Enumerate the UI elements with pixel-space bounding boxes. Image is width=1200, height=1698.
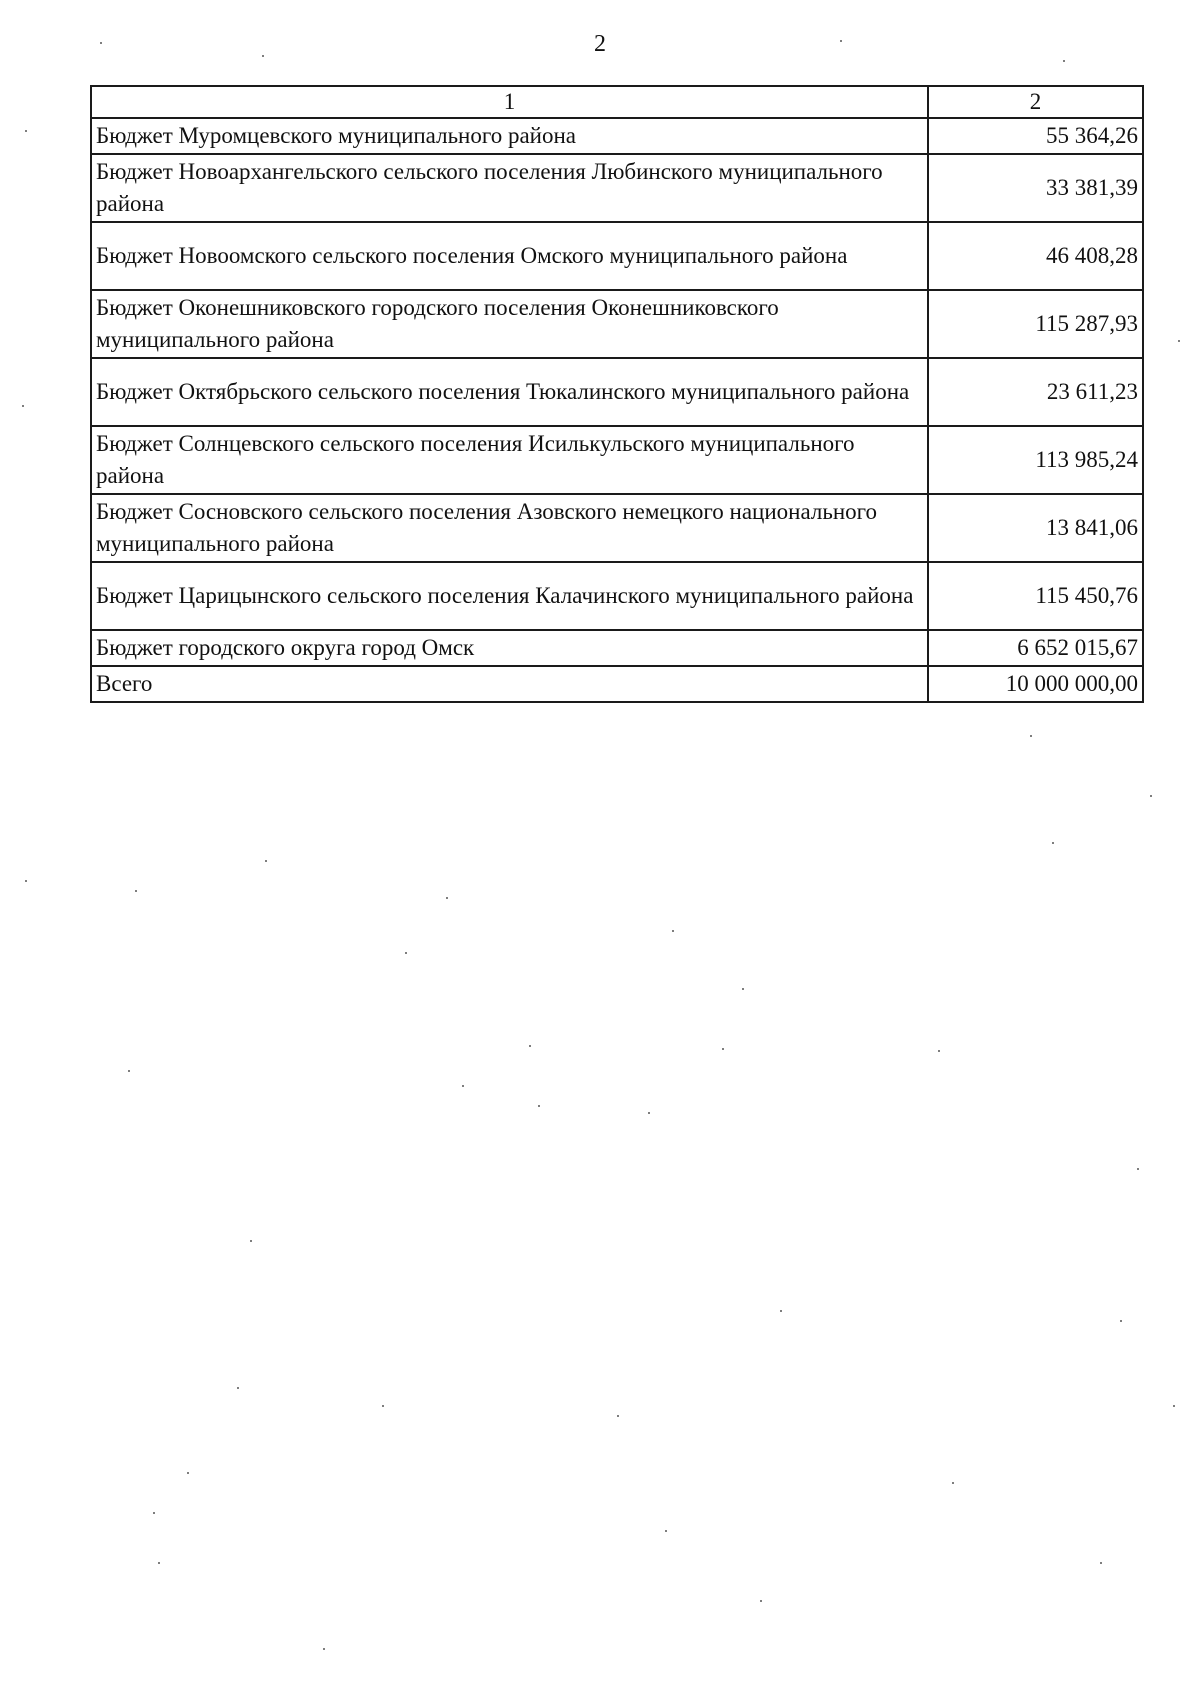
budget-name-cell: Бюджет городского округа город Омск bbox=[91, 630, 928, 666]
amount-cell: 6 652 015,67 bbox=[928, 630, 1143, 666]
header-column-2: 2 bbox=[928, 86, 1143, 118]
budget-name-cell: Бюджет Оконешниковского городского поселения Оконешниковского муниципального района bbox=[91, 290, 928, 358]
scan-speck bbox=[250, 1240, 252, 1242]
amount-cell: 13 841,06 bbox=[928, 494, 1143, 562]
table-row bbox=[91, 426, 1143, 494]
scan-speck bbox=[760, 1600, 762, 1602]
budget-name-cell: Бюджет Новоархангельского сельского поселения Любинского муниципального района bbox=[91, 154, 928, 222]
page-number: 2 bbox=[594, 31, 606, 57]
scan-speck bbox=[25, 880, 27, 882]
amount-cell: 33 381,39 bbox=[928, 154, 1143, 222]
budget-allocation-table bbox=[90, 85, 1144, 703]
total-row bbox=[91, 666, 1143, 702]
table-row bbox=[91, 562, 1143, 630]
scan-speck bbox=[1063, 60, 1065, 62]
scan-speck bbox=[237, 1387, 239, 1389]
amount-cell: 23 611,23 bbox=[928, 358, 1143, 426]
scan-speck bbox=[158, 1562, 160, 1564]
budget-name-cell: Бюджет Новоомского сельского поселения Омского муниципального района bbox=[91, 222, 928, 290]
scan-speck bbox=[742, 988, 744, 990]
total-label-cell: Всего bbox=[91, 666, 928, 702]
amount-cell: 46 408,28 bbox=[928, 222, 1143, 290]
budget-name-cell: Бюджет Солнцевского сельского поселения Исилькульского муниципального района bbox=[91, 426, 928, 494]
total-amount-cell: 10 000 000,00 bbox=[928, 666, 1143, 702]
scan-speck bbox=[617, 1415, 619, 1417]
scan-speck bbox=[672, 930, 674, 932]
scan-speck bbox=[1052, 842, 1054, 844]
table-row bbox=[91, 358, 1143, 426]
table-row bbox=[91, 630, 1143, 666]
scan-speck bbox=[529, 1045, 531, 1047]
table-row bbox=[91, 154, 1143, 222]
table-header bbox=[91, 86, 1143, 118]
scan-speck bbox=[840, 40, 842, 42]
scan-speck bbox=[1120, 1320, 1122, 1322]
scan-speck bbox=[538, 1105, 540, 1107]
table-body bbox=[91, 118, 1143, 702]
amount-cell: 113 985,24 bbox=[928, 426, 1143, 494]
table-row bbox=[91, 290, 1143, 358]
scan-speck bbox=[128, 1070, 130, 1072]
scan-speck bbox=[405, 952, 407, 954]
scan-speck bbox=[952, 1482, 954, 1484]
scan-speck bbox=[446, 897, 448, 899]
scan-speck bbox=[262, 55, 264, 57]
scan-speck bbox=[938, 1050, 940, 1052]
scan-speck bbox=[1173, 1405, 1175, 1407]
scan-speck bbox=[1178, 340, 1180, 342]
scan-speck bbox=[153, 1512, 155, 1514]
header-row bbox=[91, 86, 1143, 118]
scan-speck bbox=[648, 1112, 650, 1114]
budget-name-cell: Бюджет Муромцевского муниципального района bbox=[91, 118, 928, 154]
budget-name-cell: Бюджет Октябрьского сельского поселения Тюкалинского муниципального района bbox=[91, 358, 928, 426]
scan-speck bbox=[665, 1530, 667, 1532]
table-row bbox=[91, 494, 1143, 562]
amount-cell: 55 364,26 bbox=[928, 118, 1143, 154]
scan-speck bbox=[1030, 735, 1032, 737]
scan-speck bbox=[1100, 1562, 1102, 1564]
scan-speck bbox=[100, 42, 102, 44]
scan-speck bbox=[780, 1310, 782, 1312]
amount-cell: 115 287,93 bbox=[928, 290, 1143, 358]
scan-speck bbox=[1150, 795, 1152, 797]
scan-speck bbox=[382, 1405, 384, 1407]
header-column-1: 1 bbox=[91, 86, 928, 118]
scan-speck bbox=[187, 1472, 189, 1474]
scan-speck bbox=[135, 890, 137, 892]
scan-speck bbox=[722, 1048, 724, 1050]
scan-speck bbox=[462, 1085, 464, 1087]
budget-name-cell: Бюджет Царицынского сельского поселения Калачинского муниципального района bbox=[91, 562, 928, 630]
budget-name-cell: Бюджет Сосновского сельского поселения Азовского немецкого национального муниципального района bbox=[91, 494, 928, 562]
table-row bbox=[91, 222, 1143, 290]
amount-cell: 115 450,76 bbox=[928, 562, 1143, 630]
scan-speck bbox=[22, 405, 24, 407]
scan-speck bbox=[323, 1648, 325, 1650]
scan-speck bbox=[1137, 1168, 1139, 1170]
scan-speck bbox=[25, 130, 27, 132]
table-row bbox=[91, 118, 1143, 154]
scan-speck bbox=[265, 860, 267, 862]
